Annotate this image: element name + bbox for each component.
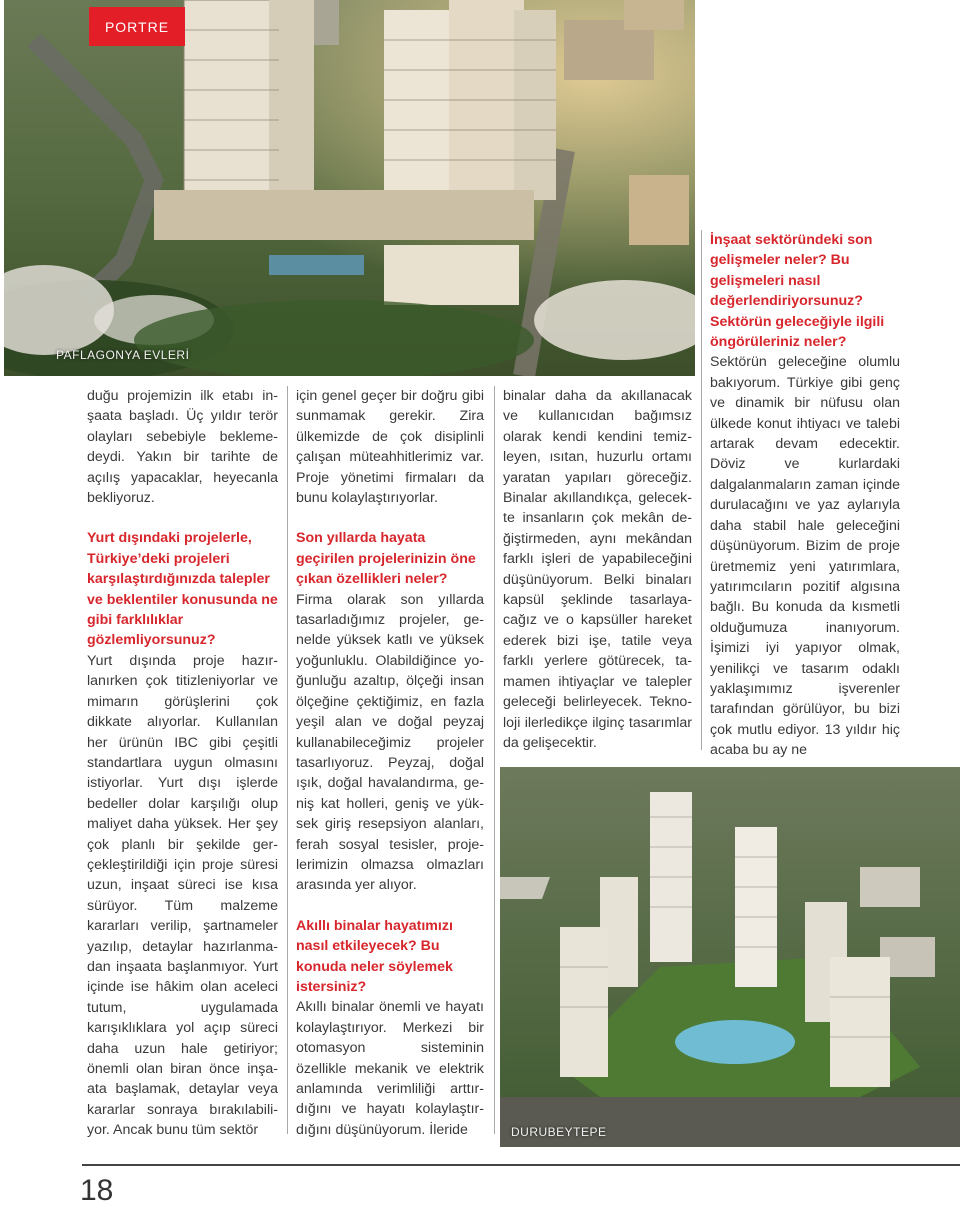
- interview-question: Son yıllarda hayata geçirilen projelerinizin öne çıkan özellikleri neler?: [296, 530, 476, 588]
- paragraph: duğu projemizin ilk etabı inşaata başladı. Üç yıldır terör olayları sebebiyle beklemedeydi. Yakın bir tarihte de açılış yapacaklar, heyecanla bekliyoruz.: [87, 388, 278, 507]
- paragraph: Yurt dışında proje hazırlanırken çok titizleniyorlar ve mimarın görüşlerini çok dikkate alıyorlar. Kullanılan her ürünün IBC gibi çeşitli standartlara uygun olmasını istiyorlar. Yurt dışı işlerde bedeller dolar karşılığı olup maliyet daha yüksek. Her şey çok planlı bir şekilde gerçekleştirildiği için proje süresi uzun, inşaat süreci ise kısa sürüyor. Tüm malzeme kararları verilip, şartnameler yazılıp, detaylar hazırlanmadan inşaata başlanmıyor. Yurt içinde ise hâkim olan aceleci tutum, uygulamada karışıklıklara yol açıp süreci daha uzun hale getiriyor; önemli olan biran önce inşaata başlamak, detaylar veya kararlar sonraya bırakılabiliyor. Ancak bunu tüm sektör: [87, 652, 278, 1139]
- column-divider: [494, 386, 495, 1134]
- section-tag: PORTRE: [89, 7, 185, 46]
- paragraph: Sektörün geleceğine olumlu bakıyorum. Türkiye gibi genç ve dinamik bir nüfusu olan ülkede konut ihtiyacı ve talebi artarak devam edecektir. Döviz ve kurlardaki dalgalanmaların zaman içinde durulacağını ve yaz aylarıyla daha stabil hale geleceğini düşünüyorum. Bizim de proje üretmemiz yeni yatırımlara, yatırımcıların pozitif algısına bağlı. Bu konuda da kısmetli olduğumuza inanıyorum. İşimizi iyi yapıyor olmak, yenilikçi ve tasarım odaklı yaklaşımımız işverenler tarafından görülüyor, bu bizi çok mutlu ediyor. 13 yıldır hiç acaba bu ay ne: [710, 354, 900, 759]
- top-project-photo: [4, 0, 695, 376]
- footer-rule: [82, 1164, 960, 1166]
- interview-question: Akıllı binalar hayatımızı nasıl etkileyecek? Bu konuda neler söylemek istersiniz?: [296, 917, 453, 995]
- paragraph: Akıllı binalar önemli ve hayatı kolaylaştırıyor. Merkezi bir otomasyon sisteminin özellikle mekanik ve elektrik anlamında verimliliği arttırdığını ve hayatı kolaylaştırdığını düşünüyorum. İleride: [296, 999, 484, 1138]
- column-divider: [701, 230, 702, 750]
- bottom-photo-caption: DURUBEYTEPE: [511, 1125, 607, 1139]
- column-divider: [287, 386, 288, 1134]
- paflagonya-render-image: [4, 0, 695, 376]
- article-column-4: [710, 230, 900, 761]
- article-column-1: [87, 386, 278, 1141]
- page-number: 18: [80, 1174, 114, 1207]
- durubeytepe-render-image: [500, 767, 960, 1147]
- bottom-project-photo: [500, 767, 960, 1147]
- paragraph: binalar daha da akıllanacak ve kullanıcıdan bağımsız olarak kendi kendini temizleyen, ısıtan, huzurlu ortamı yaratan yapıları göreceğiz. Binalar akıllandıkça, gelecekte insanların çok mekân değiştirmeden, aynı mekândan farklı işleri de yapabileceğini düşünüyorum. Belki binaları kapsül şeklinde tasarlayacağız ve o kapsüller hareket ederek bizi işe, tatile veya farklı yerlere götürecek, tamamen ihtiyaçlar ve talepler geleceği belirleyecek. Teknoloji ilerledikçe ilginç tasarımlar da gelişecektir.: [503, 388, 692, 751]
- article-column-3: [503, 386, 692, 753]
- top-photo-caption: PAFLAGONYA EVLERİ: [56, 348, 190, 362]
- interview-question: İnşaat sektöründeki son gelişmeler neler? Bu gelişmeleri nasıl değerlendiriyorsunuz? Sektörün geleceğiyle ilgili öngörüleriniz neler?: [710, 232, 885, 351]
- paragraph: Firma olarak son yıllarda tasarladığımız projeler, genelde yüksek katlı ve yüksek yoğunluklu. Olabildiğince yoğunluğu azaltıp, ölçeği insan ölçeğine çektiğimiz, en fazla yeşil alan ve doğal peyzaj kullanabileceğimiz projeler tasarlıyoruz. Peyzaj, doğal ışık, doğal havalandırma, geniş kat holleri, geniş ve yüksek giriş resepsiyon alanları, ferah sosyal tesisler, projelerimizin olmazsa olmazları arasında yer alıyor.: [296, 591, 484, 894]
- paragraph: için genel geçer bir doğru gibi sunmamak gerekir. Zira ülkemizde de çok disiplinli çalışan müteahhitlerimiz var. Proje yönetimi firmaları da bunu kolaylaştırıyorlar.: [296, 388, 484, 507]
- interview-question: Yurt dışındaki projelerle, Türkiye’deki projeleri karşılaştırdığınızda talepler ve beklentiler konusunda ne gibi farklılıklar gözlemliyorsunuz?: [87, 530, 278, 649]
- article-column-2: [296, 386, 484, 1140]
